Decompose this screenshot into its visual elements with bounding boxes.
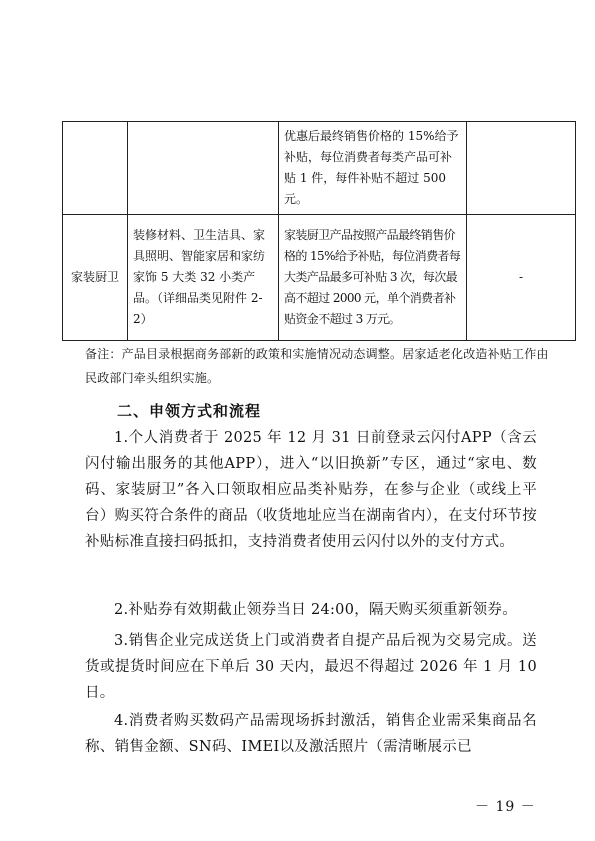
paragraph-2: 2.补贴券有效期截止领券当日 24:00，隔天购买须重新领券。 bbox=[114, 602, 518, 618]
subsidy-table bbox=[62, 121, 576, 341]
table-row bbox=[63, 122, 576, 215]
table-row bbox=[63, 215, 576, 341]
remark-cell bbox=[467, 122, 576, 215]
policy-cell: 家装厨卫产品按照产品最终销售价格的 15%给予补贴，每位消费者每大类产品最多可补贴 3 次，每次最高不超过 2000 元，单个消费者补贴资金不超过 3 万元。 bbox=[279, 215, 467, 341]
items-cell bbox=[128, 122, 279, 215]
category-cell bbox=[63, 122, 128, 215]
category-cell: 家装厨卫 bbox=[63, 215, 128, 341]
section-heading: 二、申领方式和流程 bbox=[117, 402, 262, 420]
table-note: 备注：产品目录根据商务部新的政策和实施情况动态调整。居家适老化改造补贴工作由民政部门牵头组织实施。 bbox=[85, 347, 549, 385]
paragraph-4: 4.消费者购买数码产品需现场拆封激活，销售企业需采集商品名称、销售金额、SN码、IMEI以及激活照片（需清晰展示已 bbox=[85, 713, 537, 755]
page-number: － 19 － bbox=[475, 799, 536, 815]
paragraph-3: 3.销售企业完成送货上门或消费者自提产品后视为交易完成。送货或提货时间应在下单后 30 天内，最迟不得超过 2026 年 1 月 10 日。 bbox=[85, 633, 537, 701]
remark-cell: - bbox=[467, 215, 576, 341]
paragraph-1: 1.个人消费者于 2025 年 12 月 31 日前登录云闪付APP（含云闪付输出服务的其他APP），进入“以旧换新”专区，通过“家电、数码、家装厨卫”各入口领取相应品类补贴券，在参与企业（或线上平台）购买符合条件的商品（收货地址应当在湖南省内），在支付环节按补贴标准直接扫码抵扣，支持消费者使用云闪付以外的支付方式。 bbox=[85, 430, 537, 550]
items-cell: 装修材料、卫生洁具、家具照明、智能家居和家纺家饰 5 大类 32 小类产品。（详细品类见附件 2-2） bbox=[128, 215, 279, 341]
policy-cell: 优惠后最终销售价格的 15%给予补贴，每位消费者每类产品可补贴 1 件，每件补贴不超过 500 元。 bbox=[279, 122, 467, 215]
